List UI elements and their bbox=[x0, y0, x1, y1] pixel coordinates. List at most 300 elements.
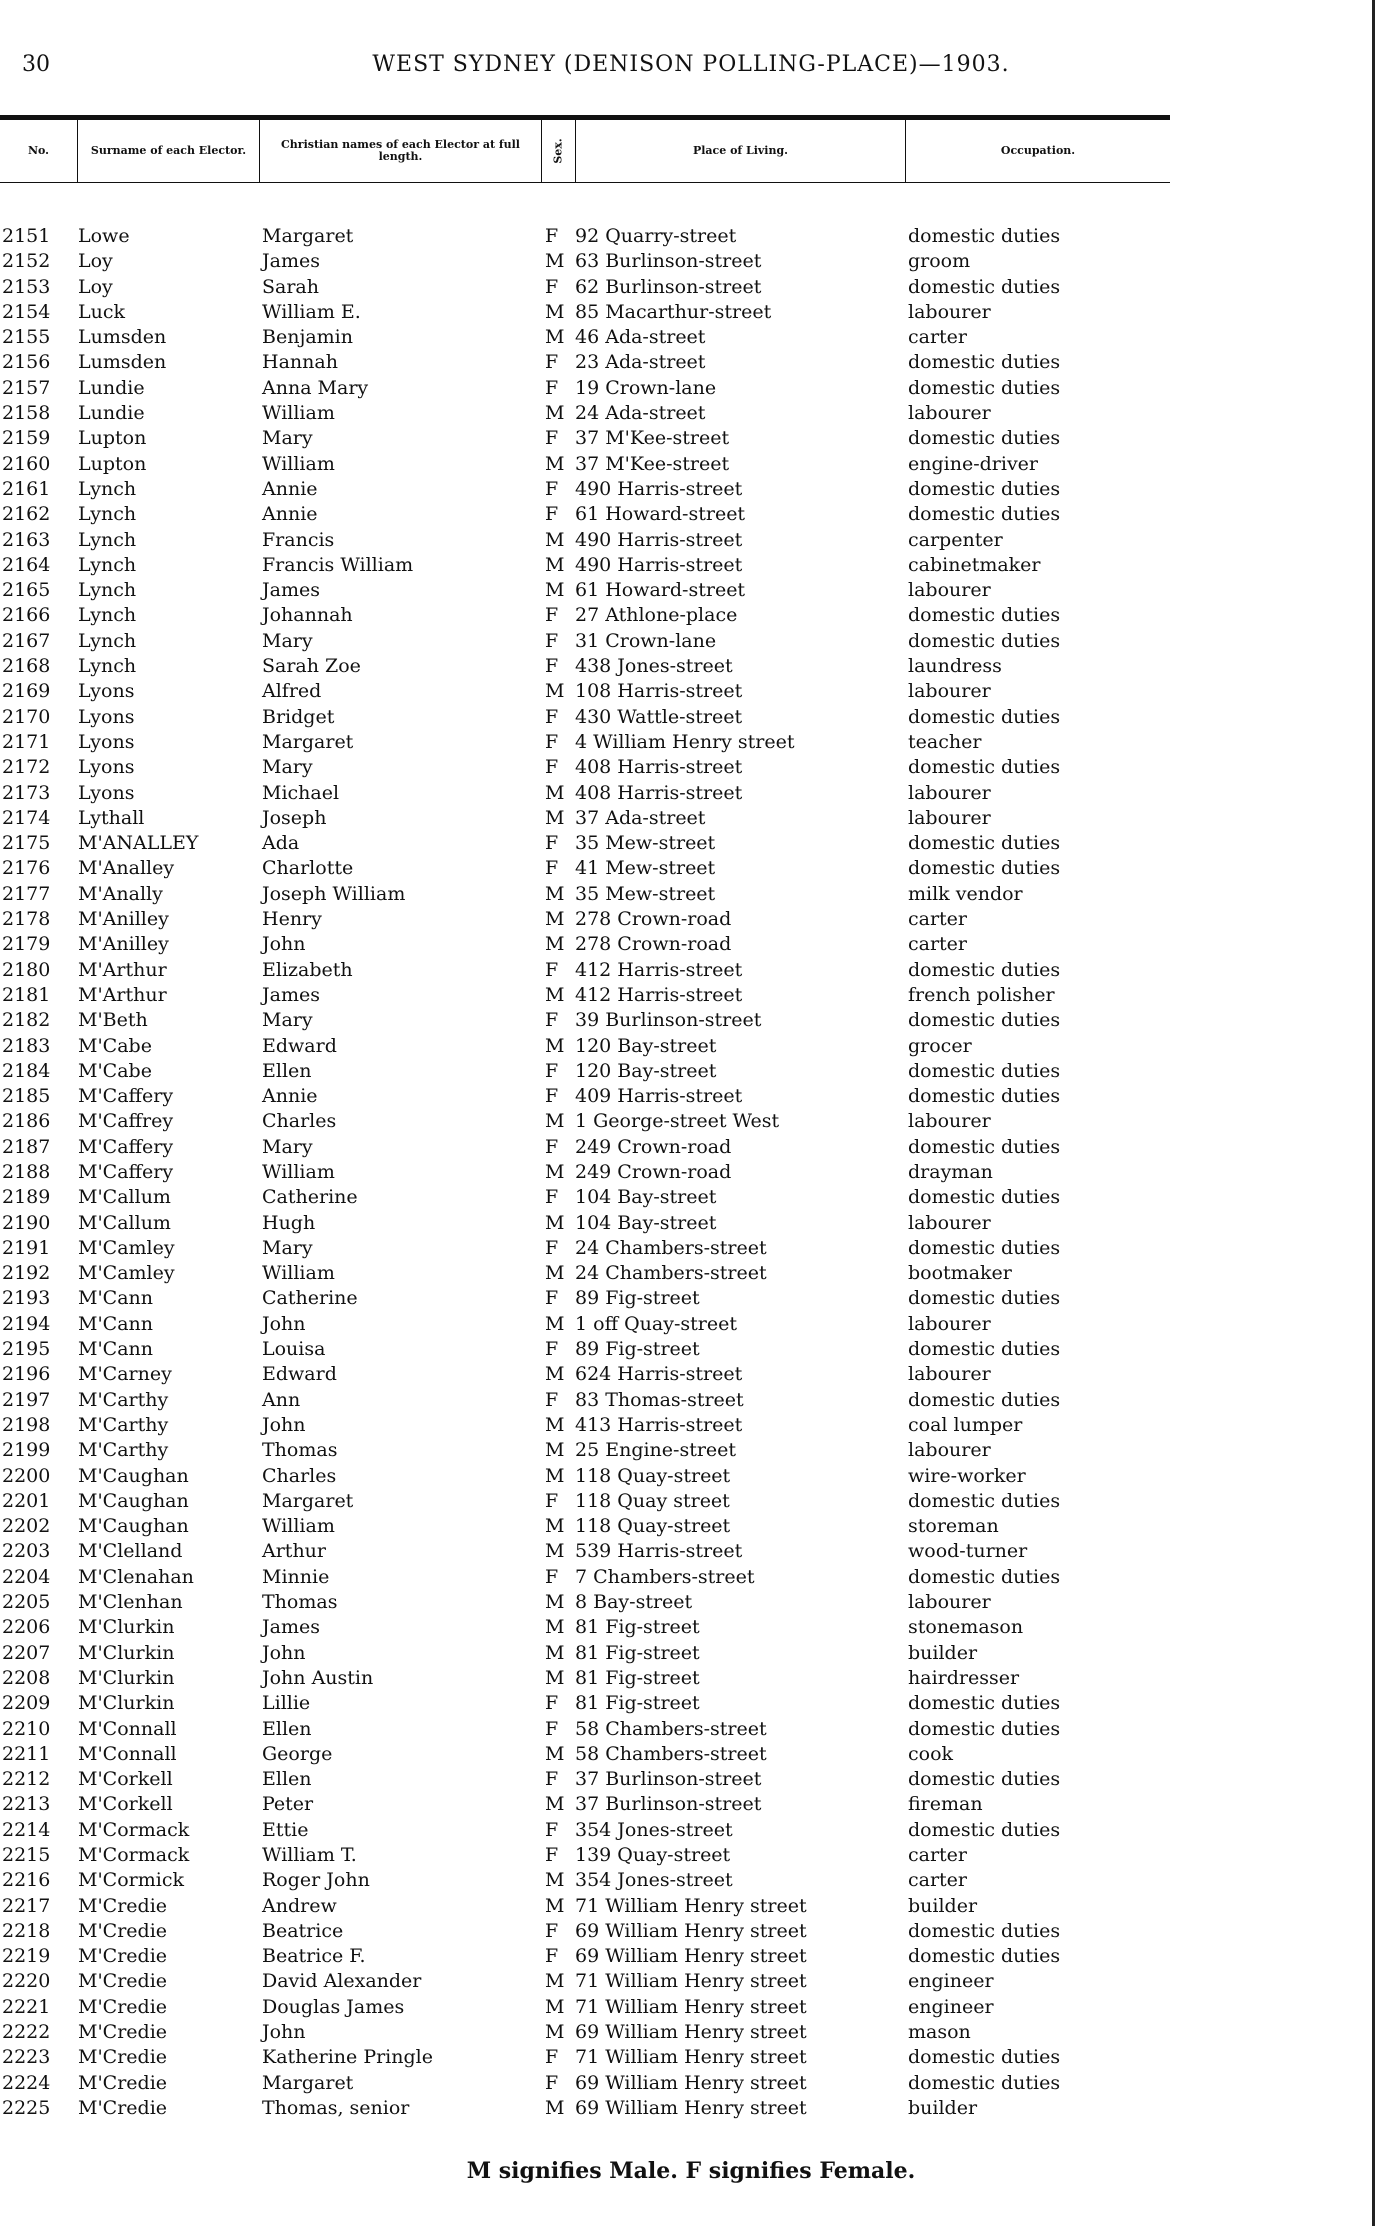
elector-sex: M bbox=[545, 326, 565, 349]
elector-no: 2155 bbox=[2, 326, 51, 349]
elector-place: 71 William Henry street bbox=[575, 2046, 807, 2069]
elector-sex: M bbox=[545, 528, 565, 551]
elector-surname: M'Cann bbox=[78, 1287, 154, 1310]
elector-christian: Beatrice bbox=[262, 1919, 344, 1942]
elector-occupation: wood-turner bbox=[908, 1540, 1028, 1563]
elector-sex: F bbox=[545, 427, 559, 450]
elector-surname: Lynch bbox=[78, 528, 137, 551]
elector-christian: Thomas, senior bbox=[262, 2096, 410, 2119]
elector-christian: John bbox=[262, 933, 306, 956]
elector-row bbox=[0, 1919, 1170, 1944]
elector-christian: Johannah bbox=[262, 604, 353, 627]
elector-occupation: labourer bbox=[908, 300, 991, 323]
elector-occupation: carter bbox=[908, 326, 968, 349]
elector-sex: F bbox=[545, 730, 559, 753]
elector-no: 2182 bbox=[2, 1009, 51, 1032]
elector-occupation: domestic duties bbox=[908, 1489, 1061, 1512]
elector-row bbox=[0, 300, 1170, 325]
elector-occupation: carter bbox=[908, 933, 968, 956]
elector-sex: F bbox=[545, 1692, 559, 1715]
elector-surname: Lyons bbox=[78, 756, 135, 779]
elector-no: 2192 bbox=[2, 1262, 51, 1285]
elector-occupation: domestic duties bbox=[908, 351, 1061, 374]
elector-occupation: storeman bbox=[908, 1515, 999, 1538]
elector-occupation: labourer bbox=[908, 1363, 991, 1386]
elector-no: 2177 bbox=[2, 882, 51, 905]
elector-occupation: domestic duties bbox=[908, 1388, 1061, 1411]
elector-place: 63 Burlinson-street bbox=[575, 250, 762, 273]
elector-place: 1 George-street West bbox=[575, 1110, 780, 1133]
elector-place: 490 Harris-street bbox=[575, 553, 743, 576]
elector-christian: Margaret bbox=[262, 730, 354, 753]
elector-christian: Catherine bbox=[262, 1287, 358, 1310]
elector-sex: F bbox=[545, 1818, 559, 1841]
elector-place: 430 Wattle-street bbox=[575, 705, 743, 728]
elector-surname: M'Camley bbox=[78, 1236, 175, 1259]
elector-surname: M'Caffrey bbox=[78, 1110, 174, 1133]
elector-no: 2203 bbox=[2, 1540, 51, 1563]
elector-sex: M bbox=[545, 1869, 565, 1892]
elector-no: 2200 bbox=[2, 1464, 51, 1487]
elector-row bbox=[0, 1742, 1170, 1767]
elector-row bbox=[0, 1160, 1170, 1185]
elector-sex: M bbox=[545, 1894, 565, 1917]
elector-christian: Charles bbox=[262, 1464, 337, 1487]
elector-no: 2180 bbox=[2, 958, 51, 981]
elector-occupation: cabinetmaker bbox=[908, 553, 1041, 576]
elector-no: 2199 bbox=[2, 1439, 51, 1462]
elector-christian: Charles bbox=[262, 1110, 337, 1133]
elector-row bbox=[0, 376, 1170, 401]
elector-occupation: domestic duties bbox=[908, 756, 1061, 779]
elector-surname: M'Connall bbox=[78, 1717, 177, 1740]
elector-surname: M'Cann bbox=[78, 1338, 154, 1361]
elector-place: 249 Crown-road bbox=[575, 1160, 732, 1183]
elector-occupation: domestic duties bbox=[908, 503, 1061, 526]
elector-no: 2189 bbox=[2, 1186, 51, 1209]
elector-surname: Lumsden bbox=[78, 326, 167, 349]
elector-sex: M bbox=[545, 1211, 565, 1234]
elector-christian: Katherine Pringle bbox=[262, 2046, 433, 2069]
elector-row bbox=[0, 730, 1170, 755]
elector-sex: F bbox=[545, 1338, 559, 1361]
elector-christian: John Austin bbox=[262, 1666, 374, 1689]
elector-row bbox=[0, 1211, 1170, 1236]
elector-occupation: carpenter bbox=[908, 528, 1003, 551]
elector-sex: F bbox=[545, 503, 559, 526]
elector-row bbox=[0, 806, 1170, 831]
elector-no: 2166 bbox=[2, 604, 51, 627]
elector-row bbox=[0, 249, 1170, 274]
elector-no: 2157 bbox=[2, 376, 51, 399]
elector-occupation: labourer bbox=[908, 579, 991, 602]
elector-surname: M'Caffery bbox=[78, 1085, 174, 1108]
elector-sex: M bbox=[545, 781, 565, 804]
elector-no: 2184 bbox=[2, 1059, 51, 1082]
elector-christian: Francis bbox=[262, 528, 335, 551]
elector-surname: M'Caughan bbox=[78, 1515, 189, 1538]
elector-no: 2195 bbox=[2, 1338, 51, 1361]
elector-occupation: labourer bbox=[908, 1110, 991, 1133]
elector-occupation: domestic duties bbox=[908, 1692, 1061, 1715]
elector-row bbox=[0, 401, 1170, 426]
elector-occupation: domestic duties bbox=[908, 857, 1061, 880]
elector-surname: M'Anilley bbox=[78, 933, 169, 956]
elector-row bbox=[0, 1767, 1170, 1792]
elector-occupation: labourer bbox=[908, 781, 991, 804]
elector-surname: Lynch bbox=[78, 477, 137, 500]
elector-no: 2181 bbox=[2, 983, 51, 1006]
elector-occupation: labourer bbox=[908, 402, 991, 425]
elector-occupation: mason bbox=[908, 2021, 971, 2044]
elector-place: 69 William Henry street bbox=[575, 2071, 807, 2094]
elector-row bbox=[0, 654, 1170, 679]
elector-christian: Alfred bbox=[262, 680, 322, 703]
elector-place: 1 off Quay-street bbox=[575, 1312, 737, 1335]
elector-place: 409 Harris-street bbox=[575, 1085, 743, 1108]
elector-place: 8 Bay-street bbox=[575, 1591, 693, 1614]
elector-sex: M bbox=[545, 1742, 565, 1765]
column-header-place-of-living: Place of Living. bbox=[576, 120, 906, 182]
elector-place: 24 Chambers-street bbox=[575, 1236, 767, 1259]
elector-no: 2173 bbox=[2, 781, 51, 804]
elector-place: 120 Bay-street bbox=[575, 1059, 717, 1082]
elector-no: 2224 bbox=[2, 2071, 51, 2094]
elector-sex: F bbox=[545, 1287, 559, 1310]
elector-occupation: domestic duties bbox=[908, 1287, 1061, 1310]
page-number: 30 bbox=[22, 52, 50, 77]
elector-occupation: domestic duties bbox=[908, 629, 1061, 652]
elector-christian: Sarah bbox=[262, 275, 319, 298]
elector-christian: Francis William bbox=[262, 553, 414, 576]
elector-occupation: coal lumper bbox=[908, 1413, 1023, 1436]
elector-christian: Annie bbox=[262, 1085, 318, 1108]
electors-list bbox=[0, 224, 1170, 2121]
elector-no: 2174 bbox=[2, 806, 51, 829]
elector-row bbox=[0, 781, 1170, 806]
elector-row bbox=[0, 1034, 1170, 1059]
elector-surname: Lythall bbox=[78, 806, 145, 829]
elector-no: 2172 bbox=[2, 756, 51, 779]
elector-christian: Mary bbox=[262, 629, 313, 652]
elector-occupation: domestic duties bbox=[908, 1236, 1061, 1259]
elector-no: 2202 bbox=[2, 1515, 51, 1538]
elector-sex: F bbox=[545, 832, 559, 855]
elector-place: 85 Macarthur-street bbox=[575, 300, 772, 323]
elector-sex: F bbox=[545, 705, 559, 728]
elector-christian: George bbox=[262, 1742, 333, 1765]
elector-surname: M'Callum bbox=[78, 1186, 171, 1209]
elector-row bbox=[0, 1590, 1170, 1615]
elector-no: 2220 bbox=[2, 1970, 51, 1993]
elector-row bbox=[0, 958, 1170, 983]
elector-sex: M bbox=[545, 1439, 565, 1462]
elector-christian: Margaret bbox=[262, 225, 354, 247]
elector-row bbox=[0, 932, 1170, 957]
elector-surname: M'Arthur bbox=[78, 958, 167, 981]
elector-no: 2178 bbox=[2, 908, 51, 931]
elector-no: 2190 bbox=[2, 1211, 51, 1234]
elector-row bbox=[0, 578, 1170, 603]
elector-sex: F bbox=[545, 604, 559, 627]
elector-sex: M bbox=[545, 1515, 565, 1538]
elector-no: 2152 bbox=[2, 250, 51, 273]
elector-christian: Ettie bbox=[262, 1818, 309, 1841]
elector-no: 2175 bbox=[2, 832, 51, 855]
elector-christian: David Alexander bbox=[262, 1970, 422, 1993]
elector-place: 490 Harris-street bbox=[575, 528, 743, 551]
elector-surname: M'Cormack bbox=[78, 1818, 190, 1841]
elector-sex: M bbox=[545, 402, 565, 425]
elector-no: 2176 bbox=[2, 857, 51, 880]
elector-row bbox=[0, 553, 1170, 578]
elector-place: 412 Harris-street bbox=[575, 983, 743, 1006]
elector-surname: M'Clelland bbox=[78, 1540, 183, 1563]
elector-occupation: domestic duties bbox=[908, 225, 1061, 247]
elector-row bbox=[0, 2071, 1170, 2096]
elector-occupation: domestic duties bbox=[908, 1768, 1061, 1791]
elector-occupation: domestic duties bbox=[908, 1059, 1061, 1082]
elector-row bbox=[0, 1894, 1170, 1919]
elector-sex: F bbox=[545, 1059, 559, 1082]
elector-no: 2165 bbox=[2, 579, 51, 602]
elector-sex: F bbox=[545, 756, 559, 779]
elector-christian: Mary bbox=[262, 1009, 313, 1032]
elector-christian: Charlotte bbox=[262, 857, 354, 880]
elector-christian: Margaret bbox=[262, 2071, 354, 2094]
elector-surname: M'Credie bbox=[78, 1995, 168, 2018]
elector-row bbox=[0, 1185, 1170, 1210]
elector-sex: M bbox=[545, 1034, 565, 1057]
elector-sex: M bbox=[545, 1464, 565, 1487]
elector-row bbox=[0, 528, 1170, 553]
elector-sex: M bbox=[545, 908, 565, 931]
elector-no: 2225 bbox=[2, 2096, 51, 2119]
elector-surname: Lowe bbox=[78, 225, 130, 247]
elector-occupation: domestic duties bbox=[908, 1818, 1061, 1841]
elector-sex: F bbox=[545, 275, 559, 298]
page-edge bbox=[1372, 0, 1375, 2226]
elector-place: 118 Quay street bbox=[575, 1489, 730, 1512]
elector-row bbox=[0, 1539, 1170, 1564]
elector-row bbox=[0, 1413, 1170, 1438]
elector-christian: Thomas bbox=[262, 1439, 338, 1462]
elector-row bbox=[0, 1666, 1170, 1691]
elector-sex: M bbox=[545, 680, 565, 703]
elector-row bbox=[0, 1362, 1170, 1387]
elector-sex: M bbox=[545, 1110, 565, 1133]
elector-occupation: domestic duties bbox=[908, 427, 1061, 450]
elector-surname: M'Carney bbox=[78, 1363, 172, 1386]
elector-christian: John bbox=[262, 1413, 306, 1436]
elector-row bbox=[0, 983, 1170, 1008]
elector-place: 25 Engine-street bbox=[575, 1439, 737, 1462]
elector-sex: F bbox=[545, 1009, 559, 1032]
elector-sex: F bbox=[545, 351, 559, 374]
elector-place: 92 Quarry-street bbox=[575, 225, 737, 247]
elector-occupation: grocer bbox=[908, 1034, 972, 1057]
elector-place: 69 William Henry street bbox=[575, 2021, 807, 2044]
elector-sex: M bbox=[545, 933, 565, 956]
elector-occupation: labourer bbox=[908, 1312, 991, 1335]
elector-occupation: domestic duties bbox=[908, 832, 1061, 855]
elector-christian: Mary bbox=[262, 1236, 313, 1259]
elector-row bbox=[0, 629, 1170, 654]
elector-surname: M'Anally bbox=[78, 882, 163, 905]
column-headers bbox=[0, 120, 1170, 182]
elector-no: 2170 bbox=[2, 705, 51, 728]
elector-christian: Joseph William bbox=[262, 882, 406, 905]
elector-christian: Ada bbox=[262, 832, 300, 855]
elector-place: 408 Harris-street bbox=[575, 756, 743, 779]
column-header-sex-label: Sex. bbox=[551, 138, 565, 164]
elector-surname: M'Carthy bbox=[78, 1388, 169, 1411]
elector-occupation: drayman bbox=[908, 1160, 993, 1183]
elector-row bbox=[0, 1868, 1170, 1893]
elector-christian: Catherine bbox=[262, 1186, 358, 1209]
elector-place: 278 Crown-road bbox=[575, 933, 732, 956]
elector-surname: M'ANALLEY bbox=[78, 832, 199, 855]
elector-sex: M bbox=[545, 2021, 565, 2044]
elector-occupation: wire-worker bbox=[908, 1464, 1026, 1487]
elector-surname: M'Carthy bbox=[78, 1439, 169, 1462]
elector-christian: Annie bbox=[262, 477, 318, 500]
elector-christian: John bbox=[262, 1641, 306, 1664]
elector-surname: M'Cabe bbox=[78, 1034, 152, 1057]
elector-row bbox=[0, 679, 1170, 704]
elector-sex: F bbox=[545, 2071, 559, 2094]
elector-no: 2183 bbox=[2, 1034, 51, 1057]
elector-sex: F bbox=[545, 1186, 559, 1209]
elector-place: 104 Bay-street bbox=[575, 1186, 717, 1209]
elector-surname: M'Arthur bbox=[78, 983, 167, 1006]
elector-place: 83 Thomas-street bbox=[575, 1388, 744, 1411]
elector-sex: M bbox=[545, 579, 565, 602]
elector-place: 490 Harris-street bbox=[575, 477, 743, 500]
elector-sex: M bbox=[545, 1160, 565, 1183]
elector-occupation: domestic duties bbox=[908, 604, 1061, 627]
elector-row bbox=[0, 502, 1170, 527]
elector-place: 89 Fig-street bbox=[575, 1338, 700, 1361]
elector-no: 2191 bbox=[2, 1236, 51, 1259]
elector-occupation: laundress bbox=[908, 655, 1002, 678]
elector-sex: M bbox=[545, 452, 565, 475]
elector-place: 35 Mew-street bbox=[575, 882, 716, 905]
elector-place: 69 William Henry street bbox=[575, 1945, 807, 1968]
elector-no: 2169 bbox=[2, 680, 51, 703]
elector-row bbox=[0, 856, 1170, 881]
elector-christian: William E. bbox=[262, 300, 361, 323]
column-header-no: No. bbox=[0, 120, 78, 182]
elector-surname: Lynch bbox=[78, 579, 137, 602]
elector-surname: Lyons bbox=[78, 781, 135, 804]
elector-sex: F bbox=[545, 655, 559, 678]
elector-row bbox=[0, 1464, 1170, 1489]
elector-occupation: carter bbox=[908, 908, 968, 931]
elector-occupation: domestic duties bbox=[908, 376, 1061, 399]
elector-occupation: domestic duties bbox=[908, 1085, 1061, 1108]
elector-sex: F bbox=[545, 1945, 559, 1968]
elector-christian: Roger John bbox=[262, 1869, 370, 1892]
elector-place: 278 Crown-road bbox=[575, 908, 732, 931]
elector-surname: M'Credie bbox=[78, 1945, 168, 1968]
elector-row bbox=[0, 1818, 1170, 1843]
elector-place: 62 Burlinson-street bbox=[575, 275, 762, 298]
elector-row bbox=[0, 1135, 1170, 1160]
elector-sex: M bbox=[545, 1666, 565, 1689]
elector-surname: Lyons bbox=[78, 705, 135, 728]
elector-sex: F bbox=[545, 1717, 559, 1740]
elector-place: 71 William Henry street bbox=[575, 1970, 807, 1993]
elector-surname: Lynch bbox=[78, 503, 137, 526]
elector-row bbox=[0, 1008, 1170, 1033]
sex-legend-footnote: M signifies Male. F signifies Female. bbox=[466, 2158, 916, 2184]
elector-place: 41 Mew-street bbox=[575, 857, 716, 880]
elector-no: 2221 bbox=[2, 1995, 51, 2018]
elector-surname: Lynch bbox=[78, 629, 137, 652]
elector-no: 2215 bbox=[2, 1844, 51, 1866]
elector-sex: F bbox=[545, 2046, 559, 2069]
elector-sex: M bbox=[545, 1413, 565, 1436]
elector-surname: M'Analley bbox=[78, 857, 175, 880]
elector-sex: M bbox=[545, 1995, 565, 2018]
page-title: WEST SYDNEY (DENISON POLLING-PLACE)—1903. bbox=[372, 52, 1010, 77]
elector-no: 2153 bbox=[2, 275, 51, 298]
elector-sex: M bbox=[545, 1363, 565, 1386]
elector-row bbox=[0, 1312, 1170, 1337]
elector-place: 71 William Henry street bbox=[575, 1995, 807, 2018]
elector-place: 81 Fig-street bbox=[575, 1692, 700, 1715]
elector-christian: Edward bbox=[262, 1034, 337, 1057]
elector-occupation: labourer bbox=[908, 1211, 991, 1234]
elector-surname: M'Caffery bbox=[78, 1160, 174, 1183]
elector-sex: M bbox=[545, 1970, 565, 1993]
elector-place: 39 Burlinson-street bbox=[575, 1009, 762, 1032]
elector-sex: M bbox=[545, 1312, 565, 1335]
elector-no: 2209 bbox=[2, 1692, 51, 1715]
elector-row bbox=[0, 1514, 1170, 1539]
elector-christian: Thomas bbox=[262, 1591, 338, 1614]
elector-christian: Hannah bbox=[262, 351, 338, 374]
elector-no: 2162 bbox=[2, 503, 51, 526]
elector-row bbox=[0, 1286, 1170, 1311]
elector-row bbox=[0, 1109, 1170, 1134]
elector-no: 2168 bbox=[2, 655, 51, 678]
elector-occupation: domestic duties bbox=[908, 705, 1061, 728]
elector-place: 108 Harris-street bbox=[575, 680, 743, 703]
elector-no: 2217 bbox=[2, 1894, 51, 1917]
elector-surname: M'Camley bbox=[78, 1262, 175, 1285]
elector-row bbox=[0, 1236, 1170, 1261]
elector-place: 408 Harris-street bbox=[575, 781, 743, 804]
elector-christian: Louisa bbox=[262, 1338, 326, 1361]
elector-place: 4 William Henry street bbox=[575, 730, 795, 753]
elector-occupation: labourer bbox=[908, 1439, 991, 1462]
elector-row bbox=[0, 350, 1170, 375]
elector-no: 2151 bbox=[2, 225, 51, 247]
elector-surname: M'Clurkin bbox=[78, 1641, 175, 1664]
elector-christian: Lillie bbox=[262, 1692, 311, 1715]
elector-row bbox=[0, 2045, 1170, 2070]
elector-sex: F bbox=[545, 857, 559, 880]
elector-surname: M'Cormack bbox=[78, 1844, 190, 1866]
elector-christian: Elizabeth bbox=[262, 958, 353, 981]
elector-sex: F bbox=[545, 1085, 559, 1108]
elector-place: 81 Fig-street bbox=[575, 1666, 700, 1689]
elector-surname: Loy bbox=[78, 275, 113, 298]
elector-occupation: domestic duties bbox=[908, 958, 1061, 981]
elector-surname: M'Caughan bbox=[78, 1489, 189, 1512]
